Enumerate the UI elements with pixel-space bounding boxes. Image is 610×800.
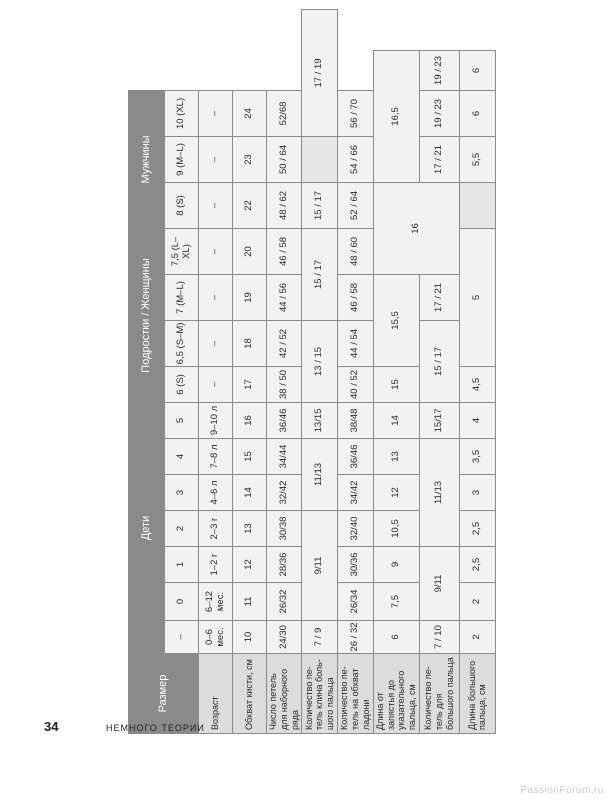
table-cell: 24	[233, 90, 267, 136]
table-cell: 44 / 56	[267, 274, 302, 320]
table-cell: 9/11	[302, 511, 338, 621]
table-cell: 17 / 21	[419, 136, 459, 182]
table-cell: 15/17	[419, 402, 459, 438]
size-cell: 5	[165, 402, 199, 438]
table-cell: 30/36	[338, 547, 373, 583]
table-cell: 4,5	[459, 366, 495, 402]
table-cell: –	[199, 228, 233, 274]
table-cell: 38/48	[338, 402, 373, 438]
table-cell: –	[199, 274, 233, 320]
row-label-age: Возраст	[199, 654, 233, 734]
table-cell: 16	[233, 402, 267, 438]
table-cell: 13/15	[302, 402, 338, 438]
row-label-cast-on: Число петель для наборного ряда	[267, 654, 302, 734]
table-cell: 54 / 66	[338, 136, 373, 182]
size-table	[128, 0, 496, 734]
table-cell: 7–8 л	[199, 439, 233, 475]
group-teens-women: Подростки / Женщины	[129, 228, 165, 402]
table-cell: 15 / 17	[302, 228, 338, 320]
table-cell: 26 / 32	[338, 621, 373, 654]
table-cell: 5,5	[459, 136, 495, 182]
table-cell: 9	[373, 547, 419, 583]
table-cell: 17	[233, 366, 267, 402]
table-cell: 1–2 г	[199, 547, 233, 583]
table-cell: 0–6 мес.	[199, 621, 233, 654]
size-cell: 0	[165, 583, 199, 621]
table-cell: 36/46	[338, 439, 373, 475]
table-cell: 30/38	[267, 511, 302, 547]
row-label-thumb-stitches: Количество петель для большого пальца	[419, 654, 459, 734]
size-cell: 1	[165, 547, 199, 583]
size-cell: 8 (S)	[165, 182, 199, 228]
group-kids: Дети	[129, 402, 165, 653]
table-cell: 19	[233, 274, 267, 320]
table-cell: 48 / 60	[338, 228, 373, 274]
group-men: Мужчины	[129, 90, 165, 228]
table-cell: 14	[233, 475, 267, 511]
table-cell	[459, 182, 495, 228]
table-cell: 4–6 л	[199, 475, 233, 511]
size-cell: 9 (M–L)	[165, 136, 199, 182]
table-cell: 42 / 52	[267, 320, 302, 366]
table-cell: 26/32	[267, 583, 302, 621]
table-cell: 3,5	[459, 439, 495, 475]
table-cell: 10,5	[373, 511, 419, 547]
table-cell: 15 / 17	[302, 182, 338, 228]
table-cell: 19 / 23	[419, 50, 459, 90]
table-cell: 11/13	[302, 439, 338, 511]
table-cell: 11/13	[419, 439, 459, 547]
table-cell: 28/36	[267, 547, 302, 583]
size-cell: 7,5 (L–XL)	[165, 228, 199, 274]
table-cell: 56 / 70	[338, 90, 373, 136]
table-cell: 10	[233, 621, 267, 654]
table-cell: 22	[233, 182, 267, 228]
table-cell: 2–3 г	[199, 511, 233, 547]
table-cell: 34/42	[338, 475, 373, 511]
table-cell: –	[199, 366, 233, 402]
table-cell: 23	[233, 136, 267, 182]
table-cell: 13	[373, 439, 419, 475]
size-cell: 7 (M–L)	[165, 274, 199, 320]
table-cell: 2,5	[459, 511, 495, 547]
table-cell: 6	[373, 621, 419, 654]
row-label-wrist-length: Длина от запястья до указательного пальца, см	[373, 654, 419, 734]
row-label-palm: Количество петель на обхват ладони	[338, 654, 373, 734]
table-cell	[302, 136, 338, 182]
table-cell: 24/30	[267, 621, 302, 654]
table-cell: 15	[373, 366, 419, 402]
table-cell: 7,5	[373, 583, 419, 621]
size-header: Размер	[129, 654, 199, 734]
size-cell: 2	[165, 511, 199, 547]
table-cell: 11	[233, 583, 267, 621]
table-cell: 52/68	[267, 90, 302, 136]
table-cell: 15,5	[373, 274, 419, 366]
table-cell: 15	[233, 439, 267, 475]
table-cell: –	[199, 90, 233, 136]
table-cell: 12	[373, 475, 419, 511]
table-cell: 48 / 62	[267, 182, 302, 228]
table-cell: 17 / 19	[302, 9, 338, 136]
size-cell: 10 (XL)	[165, 90, 199, 136]
table-cell: 16	[373, 182, 459, 274]
section-title: НЕМНОГО ТЕОРИИ	[106, 723, 205, 733]
table-cell: 7 / 9	[302, 621, 338, 654]
table-cell: 5	[459, 228, 495, 366]
table-cell: 46 / 58	[338, 274, 373, 320]
table-cell: 6–12 мес.	[199, 583, 233, 621]
table-cell: 13 / 15	[302, 320, 338, 402]
table-cell: 2,5	[459, 547, 495, 583]
table-cell: 40 / 52	[338, 366, 373, 402]
table-cell: 12	[233, 547, 267, 583]
table-cell: 50 / 64	[267, 136, 302, 182]
page-number: 34	[44, 719, 59, 734]
table-cell: 14	[373, 402, 419, 438]
table-cell: 20	[233, 228, 267, 274]
table-cell: 9/11	[419, 547, 459, 621]
row-label-gusset: Количество петель клина большого пальца	[302, 654, 338, 734]
table-cell: 19 / 23	[419, 90, 459, 136]
table-cell: 4	[459, 402, 495, 438]
size-table-wrapper	[128, 55, 490, 734]
size-cell: 6 (S)	[165, 366, 199, 402]
table-cell: 44 / 54	[338, 320, 373, 366]
table-cell: 32/40	[338, 511, 373, 547]
table-cell: –	[199, 136, 233, 182]
table-cell: 15 / 17	[419, 320, 459, 402]
table-cell: 18	[233, 320, 267, 366]
table-cell: 6	[459, 90, 495, 136]
table-cell: 26/34	[338, 583, 373, 621]
table-cell: 2	[459, 583, 495, 621]
size-cell: 4	[165, 439, 199, 475]
table-cell: 3	[459, 475, 495, 511]
table-cell: 13	[233, 511, 267, 547]
table-cell: 2	[459, 621, 495, 654]
table-cell: 6	[459, 50, 495, 90]
table-cell: 38 / 50	[267, 366, 302, 402]
watermark: PassionForum.ru	[520, 785, 604, 796]
table-cell: –	[199, 320, 233, 366]
size-cell: 3	[165, 475, 199, 511]
table-cell: 16,5	[373, 50, 419, 182]
row-label-thumb-length: Длина большого пальца, см	[459, 654, 495, 734]
size-cell: 6,5 (S–M)	[165, 320, 199, 366]
table-cell: 9–10 л	[199, 402, 233, 438]
table-cell: 34/44	[267, 439, 302, 475]
table-cell: 17 / 21	[419, 274, 459, 320]
table-cell: –	[199, 182, 233, 228]
table-cell: 52 / 64	[338, 182, 373, 228]
table-cell: 46 / 58	[267, 228, 302, 274]
table-cell: 7 / 10	[419, 621, 459, 654]
table-cell: 36/46	[267, 402, 302, 438]
size-cell: –	[165, 621, 199, 654]
table-cell: 32/42	[267, 475, 302, 511]
row-label-hand: Обхват кисти, см	[233, 654, 267, 734]
